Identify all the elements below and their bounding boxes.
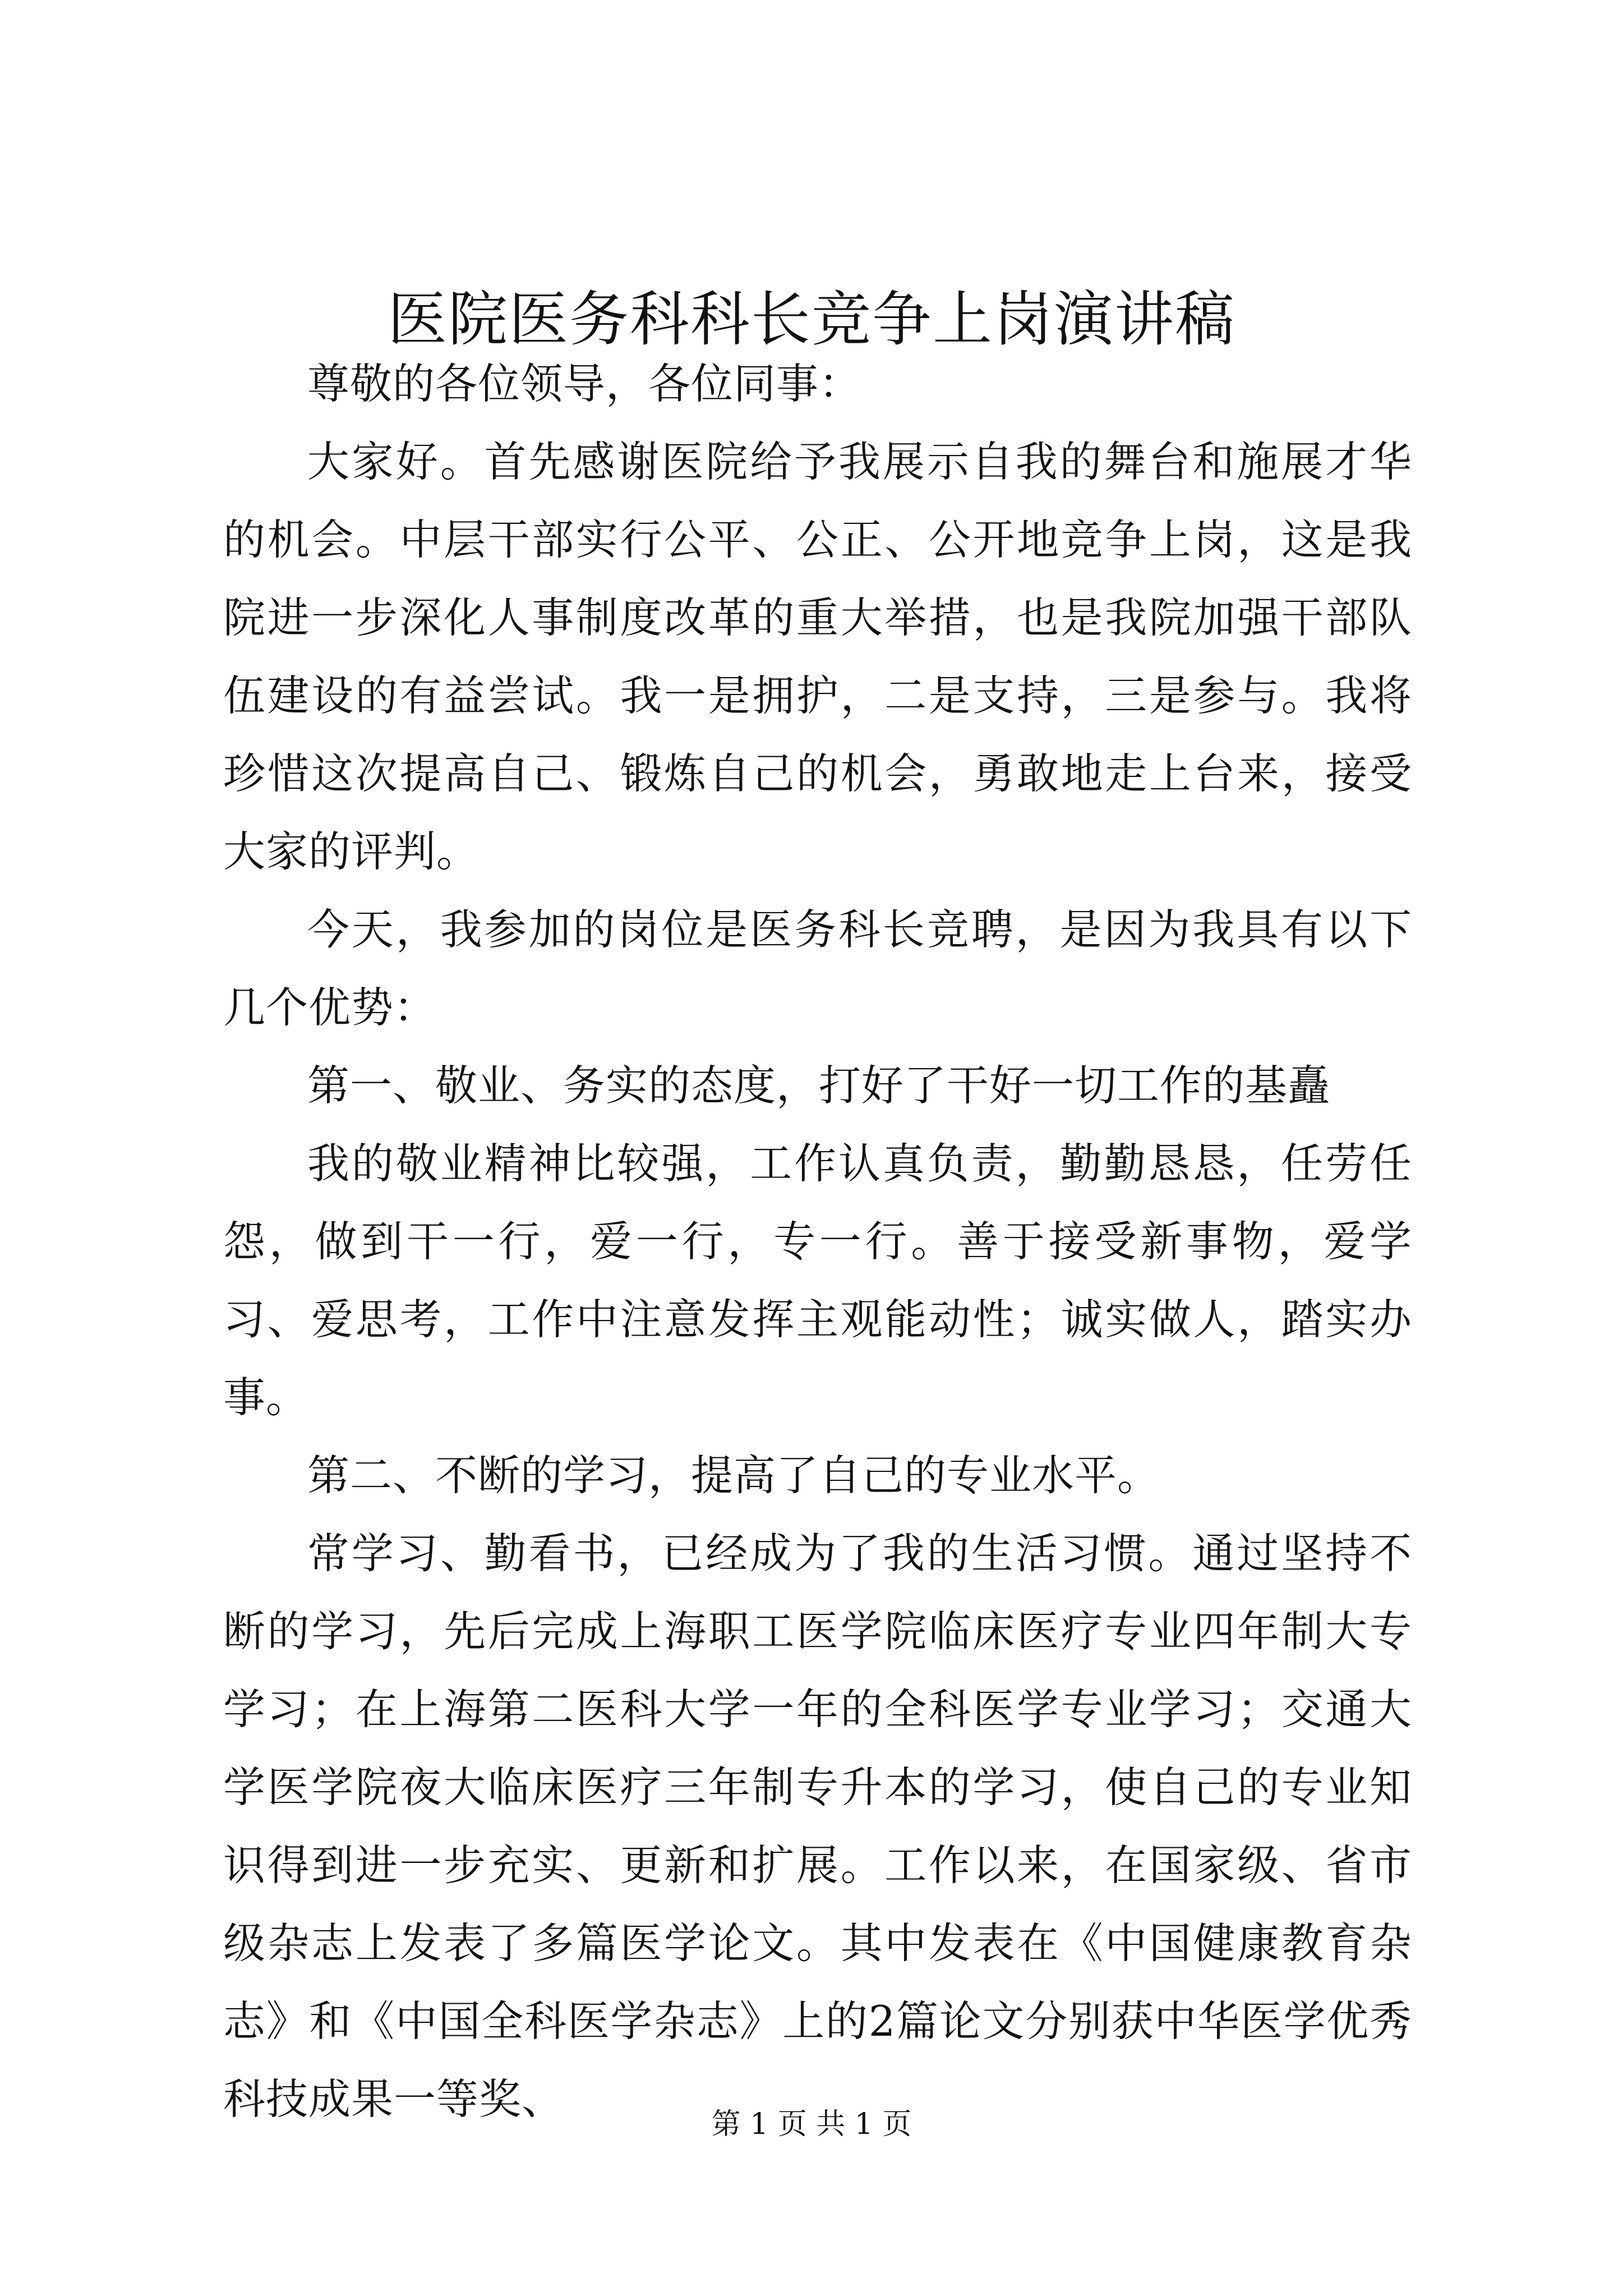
paragraph-salutation: 尊敬的各位领导，各位同事： xyxy=(307,359,862,408)
page-number-footer: 第 1 页 共 1 页 xyxy=(711,2108,912,2141)
paragraph-point-one-heading: 第一、敬业、务实的态度，打好了干好一切工作的基矗 xyxy=(307,1061,1331,1110)
paragraph-greeting: 大家好。首先感谢医院给予我展示自我的舞台和施展才华的机会。中层干部实行公平、公正、公开地竞争上岗，这是我院进一步深化人事制度改革的重大举措，也是我院加强干部队伍建设的有益尝试。我一是拥护，二是支持，三是参与。我将珍惜这次提高自己、锻炼自己的机会，勇敢地走上台来，接受大家的评判。 xyxy=(223,437,1412,876)
document-title: 医院医务科科长竞争上岗演讲稿 xyxy=(388,285,1235,354)
paragraph-point-one-body: 我的敬业精神比较强，工作认真负责，勤勤恳恳，任劳任怨，做到干一行，爱一行，专一行。善于接受新事物，爱学习、爱思考，工作中注意发挥主观能动性；诚实做人，踏实办事。 xyxy=(223,1139,1412,1422)
paragraph-point-two-heading: 第二、不断的学习，提高了自己的专业水平。 xyxy=(307,1451,1160,1500)
document-body xyxy=(223,345,1412,2138)
paragraph-point-two-body: 常学习、勤看书，已经成为了我的生活习惯。通过坚持不断的学习，先后完成上海职工医学院临床医疗专业四年制大专学习；在上海第二医科大学一年的全科医学专业学习；交通大学医学院夜大临床医疗三年制专升本的学习，使自己的专业知识得到进一步充实、更新和扩展。工作以来，在国家级、省市级杂志上发表了多篇医学论文。其中发表在《中国健康教育杂志》和《中国全科医学杂志》上的2篇论文分别获中华医学优秀科技成果一等奖、 xyxy=(223,1529,1412,2124)
paragraph-position: 今天，我参加的岗位是医务科长竞聘，是因为我具有以下几个优势： xyxy=(223,905,1412,1032)
